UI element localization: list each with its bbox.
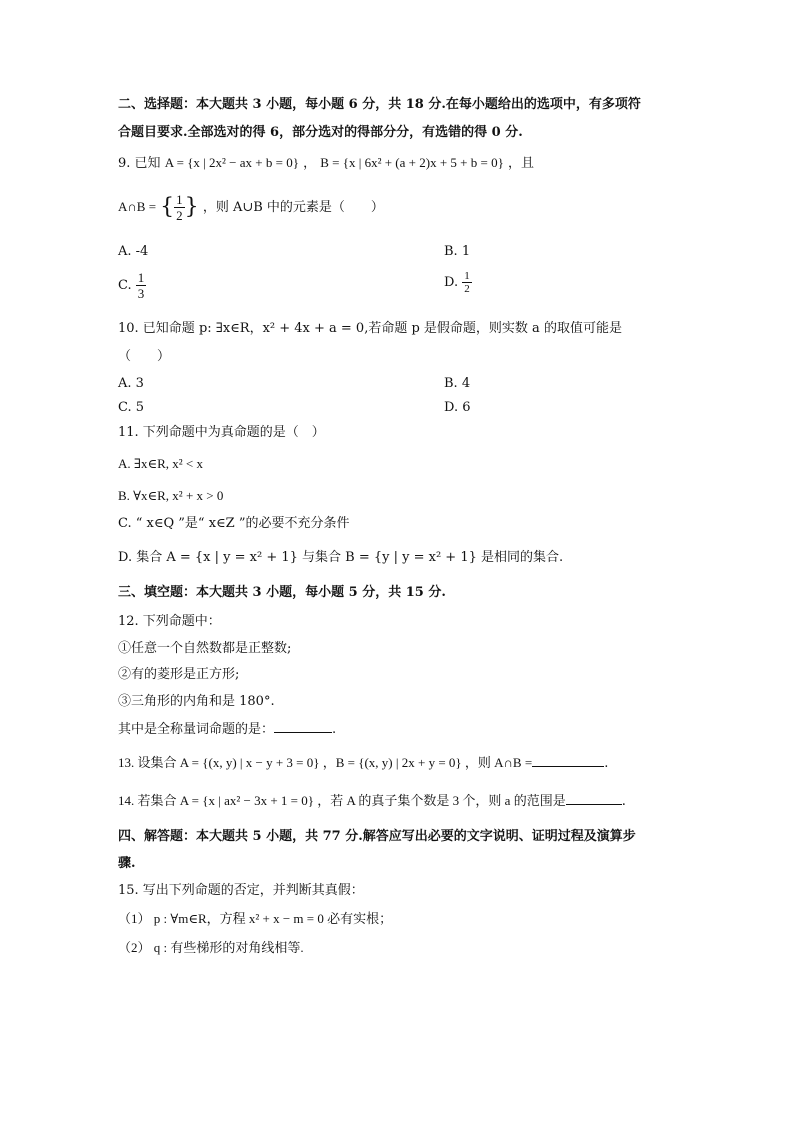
q9-intersection: A∩B = bbox=[118, 199, 157, 214]
q12-item-2: ②有的菱形是正方形; bbox=[118, 667, 240, 682]
q12-item-1: ①任意一个自然数都是正整数; bbox=[118, 641, 292, 656]
q9-option-b: B. 1 bbox=[444, 244, 471, 259]
q11-option-a: A. ∃x∈R, x² < x bbox=[118, 456, 203, 471]
q9-half-fraction: $\frac{1}{2}$ bbox=[176, 192, 183, 223]
q9-option-d-fraction: $\frac{1}{2}$ bbox=[464, 270, 470, 295]
q10-option-a: A. 3 bbox=[118, 376, 144, 391]
q14-line: 14. 若集合 A = {x | ax² − 3x + 1 = 0} ，若 A 的真子集个数是 3 个，则 a 的范围是 . bbox=[118, 793, 626, 809]
q9-tail: ，且 bbox=[507, 156, 534, 171]
q10-line2: （ ） bbox=[118, 349, 171, 364]
q9-line1 bbox=[118, 154, 534, 173]
section-4-heading-line1: 四、解答题：本大题共 5 小题，共 77 分.解答应写出必要的文字说明、证明过程及演算步 bbox=[118, 829, 636, 844]
q12-item-3: ③三角形的内角和是 180°. bbox=[118, 694, 275, 709]
q15-part-2: （2） q : 有些梯形的对角线相等. bbox=[118, 940, 304, 955]
q11-option-c: C. “ x∈Q ”是“ x∈Z ”的必要不充分条件 bbox=[118, 516, 350, 531]
q15-part-1: （1） p : ∀m∈R，方程 x² + x − m = 0 必有实根； bbox=[118, 911, 393, 926]
q9-option-a: A. -4 bbox=[118, 244, 149, 259]
q9-option-c: C. $\frac{1}{3}$ bbox=[118, 270, 145, 301]
section-2-heading-line2: 合题目要求.全部选对的得 6，部分选对的得部分分，有选错的得 0 分. bbox=[118, 125, 523, 140]
q10-line1: 10. 已知命题 p: ∃x∈R，x² + 4x + a = 0,若命题 p 是假命题，则实数 a 的取值可能是 bbox=[118, 321, 622, 336]
q9-set-b: B = {x | 6x² + (a + 2)x + 5 + b = 0} bbox=[320, 155, 504, 170]
q12-answer-blank bbox=[274, 720, 332, 733]
q15-stem: 15. 写出下列命题的否定，并判断其真假： bbox=[118, 883, 364, 898]
q12-stem: 12. 下列命题中： bbox=[118, 614, 221, 629]
q13-answer-blank bbox=[532, 754, 604, 767]
q10-option-d: D. 6 bbox=[444, 400, 471, 415]
q9-line2: A∩B = { $\frac{1}{2}$ } ，则 A∪B 中的元素是（ ） bbox=[118, 192, 384, 223]
q9-sep: ， bbox=[303, 156, 317, 171]
q13-line: 13. 设集合 A = {(x, y) | x − y + 3 = 0} ，B = {(x, y) | 2x + y = 0} ，则 A∩B = . bbox=[118, 755, 609, 771]
q10-option-b: B. 4 bbox=[444, 376, 471, 391]
section-2-heading-line1: 二、选择题：本大题共 3 小题，每小题 6 分，共 18 分.在每小题给出的选项中，有多项符 bbox=[118, 97, 641, 112]
q11-option-b: B. ∀x∈R, x² + x > 0 bbox=[118, 488, 224, 503]
q10-option-c: C. 5 bbox=[118, 400, 145, 415]
q11-stem: 11. 下列命题中为真命题的是（ ） bbox=[118, 425, 325, 440]
q9-set-a: A = {x | 2x² − ax + b = 0} bbox=[164, 155, 299, 170]
q14-answer-blank bbox=[566, 792, 622, 805]
q9-prefix: 9. 已知 bbox=[118, 156, 161, 171]
q11-option-d: D. 集合 A = {x | y = x² + 1} 与集合 B = {y | y = x² + 1} 是相同的集合. bbox=[118, 550, 564, 565]
q12-question: 其中是全称量词命题的是： . bbox=[118, 722, 337, 737]
section-3-heading: 三、填空题：本大题共 3 小题，每小题 5 分，共 15 分. bbox=[118, 585, 446, 600]
q9-inter-tail: ，则 A∪B 中的元素是（ ） bbox=[202, 200, 384, 215]
section-4-heading-line2: 骤. bbox=[118, 856, 136, 871]
q9-option-d: D. $\frac{1}{2}$ bbox=[444, 270, 470, 295]
q9-option-c-fraction: $\frac{1}{3}$ bbox=[137, 270, 145, 301]
